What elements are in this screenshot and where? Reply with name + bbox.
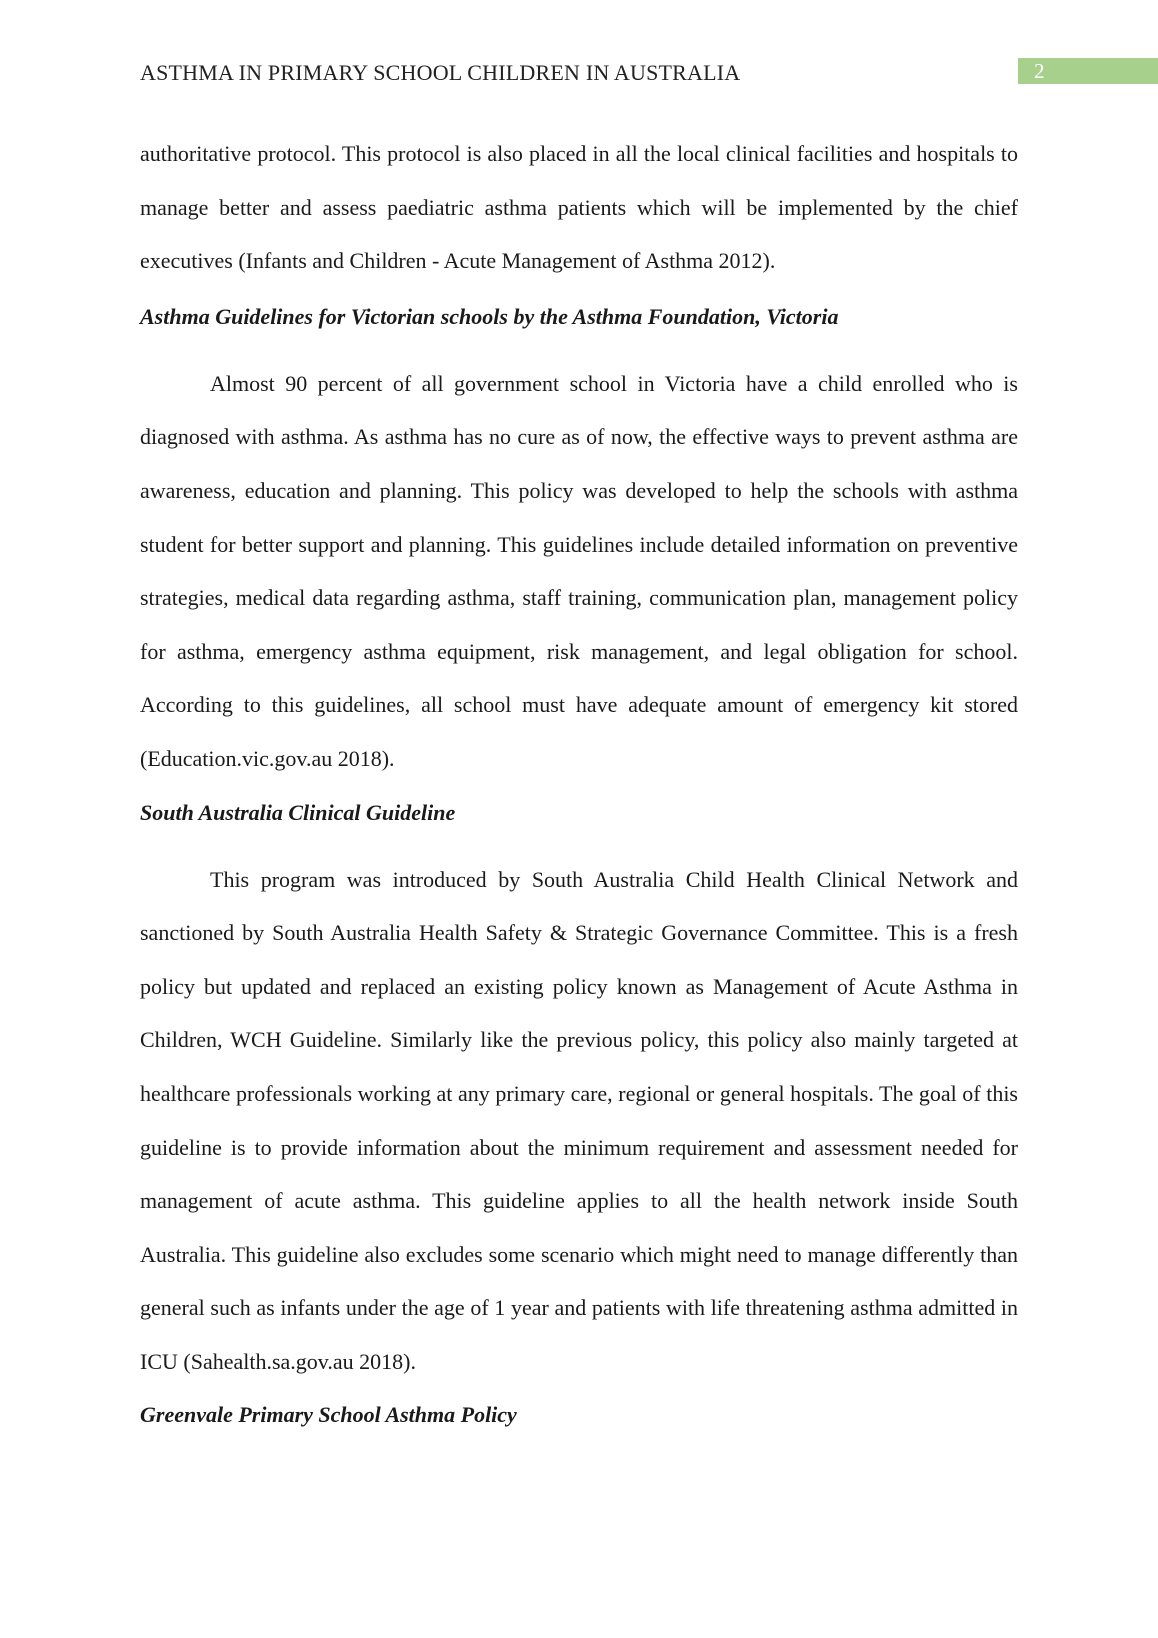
document-body <box>140 127 1018 1428</box>
section-heading-greenvale-policy: Greenvale Primary School Asthma Policy <box>140 1402 517 1428</box>
section-heading-victorian-guidelines: Asthma Guidelines for Victorian schools by the Asthma Foundation, Victoria <box>140 303 839 329</box>
section-paragraph-south-australia-guideline: This program was introduced by South Australia Child Health Clinical Network and sanctioned by South Australia Health Safety & Strategic Governance Committee. This is a fresh policy but updated and replaced an existing policy known as Management of Acute Asthma in Children, WCH Guideline. Similarly like the previous policy, this policy also mainly targeted at healthcare professionals working at any primary care, regional or general hospitals. The goal of this guideline is to provide information about the minimum requirement and assessment needed for management of acute asthma. This guideline applies to all the health network inside South Australia. This guideline also excludes some scenario which might need to manage differently than general such as infants under the age of 1 year and patients with life threatening asthma admitted in ICU (Sahealth.sa.gov.au 2018). <box>140 866 1018 1374</box>
page-number: 2 <box>1018 58 1158 84</box>
section-heading-south-australia-guideline: South Australia Clinical Guideline <box>140 799 456 825</box>
intro-paragraph: authoritative protocol. This protocol is also placed in all the local clinical facilities and hospitals to manage better and assess paediatric asthma patients which will be implemented by the chief executives (Infants and Children - Acute Management of Asthma 2012). <box>140 141 1018 274</box>
running-header-title: ASTHMA IN PRIMARY SCHOOL CHILDREN IN AUSTRALIA <box>140 60 741 85</box>
section-paragraph-victorian-guidelines: Almost 90 percent of all government school in Victoria have a child enrolled who is diagnosed with asthma. As asthma has no cure as of now, the effective ways to prevent asthma are awareness, education and planning. This policy was developed to help the schools with asthma student for better support and planning. This guidelines include detailed information on preventive strategies, medical data regarding asthma, staff training, communication plan, management policy for asthma, emergency asthma equipment, risk management, and legal obligation for school. According to this guidelines, all school must have adequate amount of emergency kit stored (Education.vic.gov.au 2018). <box>140 370 1018 771</box>
